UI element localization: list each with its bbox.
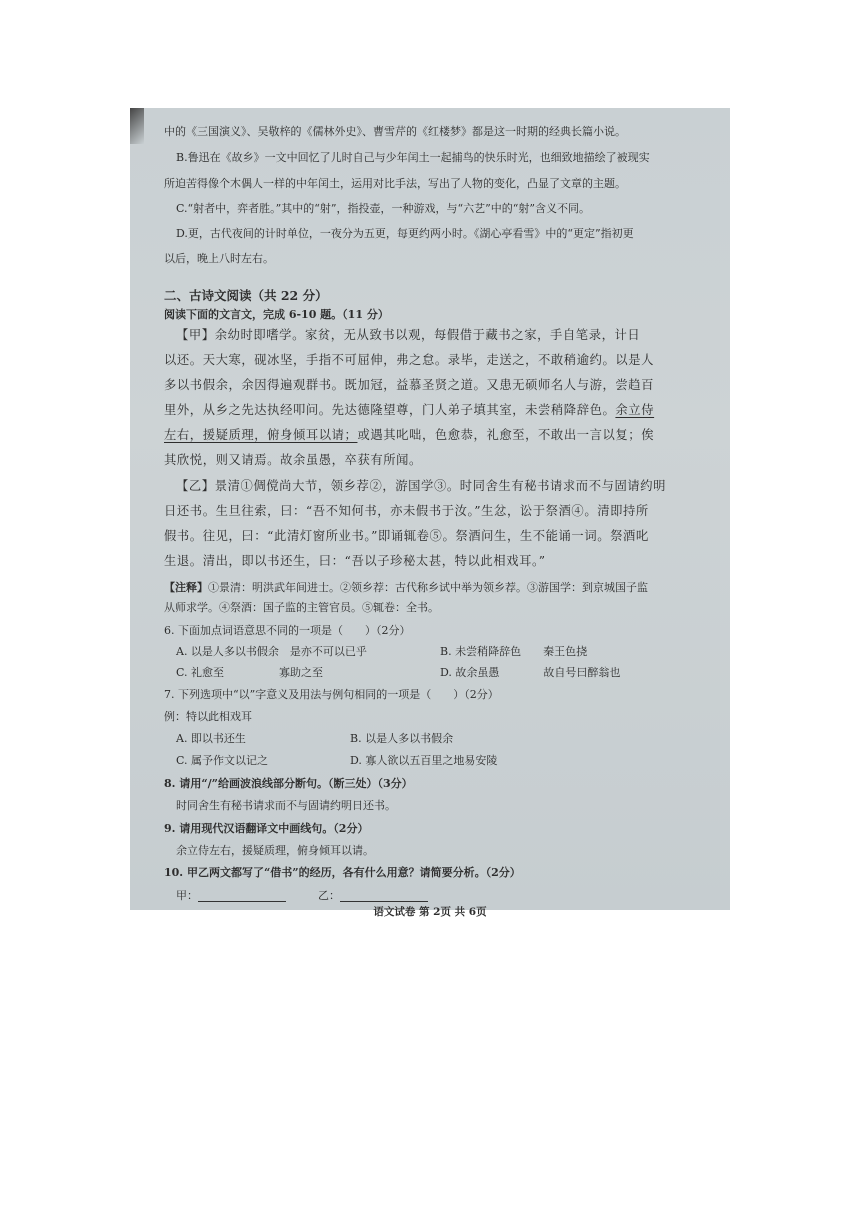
q9-text: 余立侍左右，援疑质理，俯身倾耳以请。 xyxy=(176,844,374,857)
passage-jia-line: 多以书假余，余因得遍观群书。既加冠，益慕圣贤之道。又患无硕师名人与游，尝趋百 xyxy=(164,378,655,392)
question-9-stem: 9. 请用现代汉语翻译文中画线句。（2分） xyxy=(164,822,369,835)
passage-jia-line: 其欣悦，则又请焉。故余虽愚，卒获有所闻。 xyxy=(164,453,422,467)
passage-text: 或遇其叱咄，色愈恭，礼愈至，不敢出一言以复；俟 xyxy=(357,428,655,442)
section-title: 二、古诗文阅读（共 22 分） xyxy=(164,288,328,303)
passage-jia-line xyxy=(164,403,690,417)
passage-yi-line: 生退。清出，即以书还生，曰：“吾以子珍秘太甚，特以此相戏耳。” xyxy=(164,554,546,568)
passage-jia-line xyxy=(164,428,690,442)
exam-page-photo xyxy=(130,108,730,918)
question-6-stem: 6. 下面加点词语意思不同的一项是（ ）（2分） xyxy=(164,624,411,637)
q6-option-b: B. 未尝稍降辞色 秦王色挠 xyxy=(440,645,588,658)
text-line: C.“射者中，弈者胜。”其中的“射”，指投壶，一种游戏，与“六艺”中的“射”含义不同。 xyxy=(176,202,591,215)
answer-label: 乙： xyxy=(318,889,340,902)
q8-text: 时同舍生有秘书请求而不与固请约明日还书。 xyxy=(176,799,396,812)
passage-yi-line: 假书。往见，曰：“此清灯窗所业书。”即诵辄卷⑤。祭酒问生，生不能诵一词。祭酒叱 xyxy=(164,529,649,543)
page-footer: 语文试卷 第 2页 共 6页 xyxy=(373,906,487,918)
text-line: 所迫苦得像个木偶人一样的中年闰土，运用对比手法，写出了人物的变化，凸显了文章的主题。 xyxy=(164,177,626,190)
passage-text: 【乙】景清①倜傥尚大节，领乡荐②，游国学③。时同舍生有秘书请求而不与固请约明 xyxy=(176,479,667,493)
notes-text: ①景清：明洪武年间进士。②领乡荐：古代称乡试中举为领乡荐。③游国学：到京城国子监 xyxy=(208,581,648,594)
notes-line: 从师求学。④祭酒：国子监的主管官员。⑤辄卷：全书。 xyxy=(164,601,439,614)
reading-instruction: 阅读下面的文言文，完成 6-10 题。（11 分） xyxy=(164,308,389,321)
underlined-sentence: 左右，援疑质理，俯身倾耳以请； xyxy=(164,428,358,442)
question-7-stem: 7. 下列选项中“以”字意义及用法与例句相同的一项是（ ）（2分） xyxy=(164,688,499,701)
q7-example: 例：特以此相戏耳 xyxy=(164,710,252,723)
q7-option-a: A. 即以书还生 xyxy=(176,732,246,745)
answer-blank-line[interactable] xyxy=(340,891,428,902)
q10-answer-jia xyxy=(176,889,286,903)
passage-yi-line: 日还书。生旦往索，曰：“吾不知何书，亦未假书于汝。”生忿，讼于祭酒④。清即持所 xyxy=(164,504,649,518)
q6-option-d: D. 故余虽愚 故自号曰醉翁也 xyxy=(440,666,621,679)
q7-option-b: B. 以是人多以书假余 xyxy=(350,732,454,745)
q10-answer-yi xyxy=(318,889,428,903)
text-line: D.更，古代夜间的计时单位，一夜分为五更，每更约两小时。《湖心亭看雪》中的“更定”指初更 xyxy=(176,227,634,240)
passage-yi-line xyxy=(176,479,690,493)
passage-jia-line: 以还。天大寒，砚冰坚，手指不可屈伸，弗之怠。录毕，走送之，不敢稍逾约。以是人 xyxy=(164,353,655,367)
text-line: B.鲁迅在《故乡》一文中回忆了儿时自己与少年闰土一起捕鸟的快乐时光，也细致地描绘了被现实 xyxy=(176,151,650,164)
notes-line xyxy=(164,581,690,595)
q7-option-d: D. 寡人欲以五百里之地易安陵 xyxy=(350,754,498,767)
passage-jia-line: 【甲】余幼时即嗜学。家贫，无从致书以观，每假借于藏书之家，手自笔录，计日 xyxy=(176,328,641,342)
text-line: 中的《三国演义》、吴敬梓的《儒林外史》、曹雪芹的《红楼梦》都是这一时期的经典长篇小说。 xyxy=(164,125,626,138)
underlined-sentence: 余立侍 xyxy=(615,403,655,417)
question-10-stem: 10. 甲乙两文都写了“借书”的经历，各有什么用意？请简要分析。（2分） xyxy=(164,866,521,879)
answer-label: 甲： xyxy=(176,889,198,902)
question-8-stem: 8. 请用“/”给画波浪线部分断句。（断三处）（3分） xyxy=(164,777,413,790)
q7-option-c: C. 属予作文以记之 xyxy=(176,754,269,767)
q6-option-a: A. 以是人多以书假余 是亦不可以已乎 xyxy=(176,645,367,658)
notes-label: 【注释】 xyxy=(164,581,208,594)
text-line: 以后，晚上八时左右。 xyxy=(164,252,274,265)
answer-blank-line[interactable] xyxy=(198,891,286,902)
page-corner-shadow xyxy=(130,108,144,144)
q6-option-c: C. 礼愈至 寡助之至 xyxy=(176,666,324,679)
passage-text: 里外，从乡之先达执经叩问。先达德隆望尊，门人弟子填其室，未尝稍降辞色。 xyxy=(164,403,616,417)
